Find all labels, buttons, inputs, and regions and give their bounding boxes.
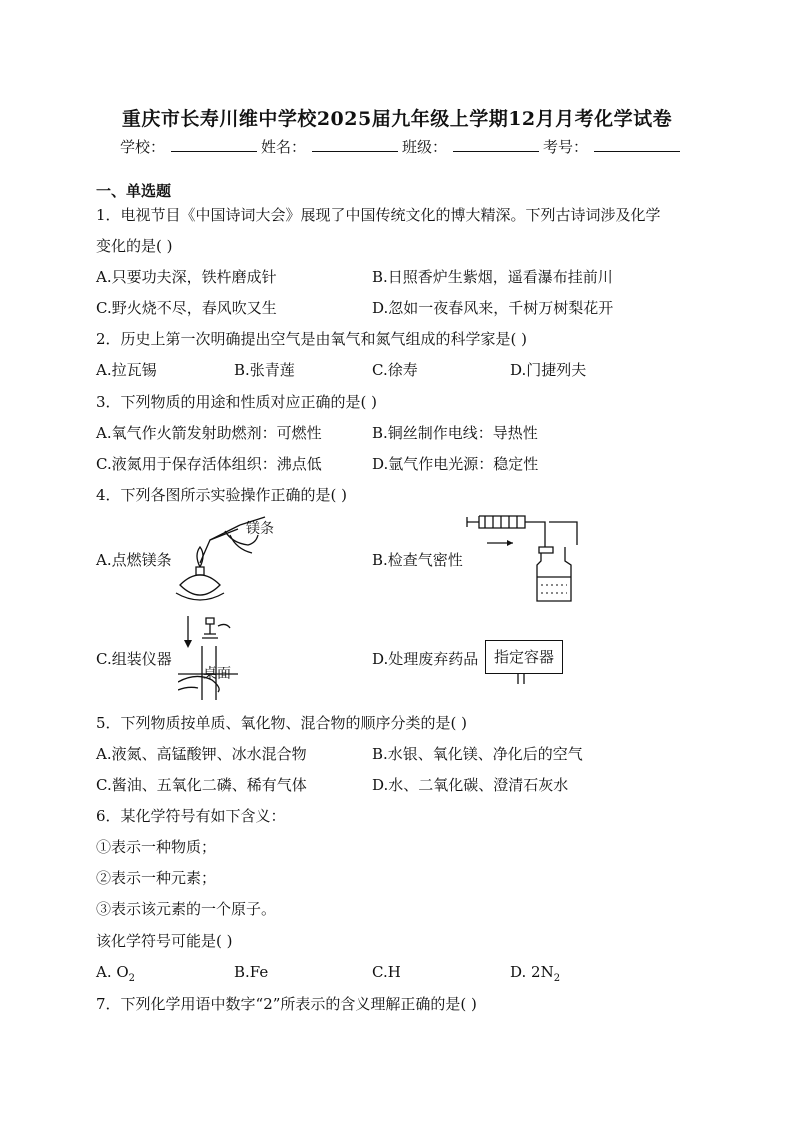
name-blank[interactable] — [312, 137, 398, 152]
q6-option-d[interactable] — [510, 962, 560, 989]
q6-option-d-subscript: 2 — [553, 973, 561, 984]
q6-option-b[interactable]: B.Fe — [234, 963, 269, 981]
q1-option-d[interactable]: D.忽如一夜春风来，千树万树梨花开 — [372, 299, 614, 317]
section-heading: 一、单选题 — [96, 182, 172, 200]
question-5-stem: 5．下列物质按单质、氧化物、混合物的顺序分类的是( ) — [96, 714, 468, 732]
q6-option-a-subscript: 2 — [128, 973, 136, 984]
q6-question: 该化学符号可能是( ) — [96, 932, 233, 950]
alcohol-lamp-figure — [170, 515, 285, 607]
school-label: 学校： — [120, 138, 166, 156]
figure-c-label: 桌面 — [203, 666, 231, 682]
q2-option-b[interactable]: B.张青莲 — [234, 361, 295, 379]
q2-option-d[interactable]: D.门捷列夫 — [510, 361, 587, 379]
q2-option-a[interactable]: A.拉瓦锡 — [96, 361, 157, 379]
figure-a-label: 镁条 — [246, 521, 274, 537]
q4-option-d[interactable]: D.处理废弃药品 — [372, 650, 479, 668]
designated-container-box: 指定容器 — [485, 640, 563, 674]
q6-option-a-text: A. O — [96, 963, 129, 981]
q6-option-d-text: D. 2N — [510, 963, 554, 981]
q4-option-a[interactable]: A.点燃镁条 — [96, 551, 172, 569]
q6-option-c[interactable]: C.H — [372, 963, 401, 981]
question-6-stem: 6．某化学符号有如下含义： — [96, 807, 286, 825]
school-blank[interactable] — [171, 137, 257, 152]
q5-option-d[interactable]: D.水、二氧化碳、澄清石灰水 — [372, 776, 569, 794]
number-label: 考号： — [543, 138, 589, 156]
q3-option-c[interactable]: C.液氮用于保存活体组织：沸点低 — [96, 455, 322, 473]
question-4-stem: 4．下列各图所示实验操作正确的是( ) — [96, 486, 348, 504]
container-spout-figure — [515, 674, 527, 686]
q5-option-c[interactable]: C.酱油、五氧化二磷、稀有气体 — [96, 776, 307, 794]
assemble-apparatus-figure — [178, 612, 258, 704]
question-3-stem: 3．下列物质的用途和性质对应正确的是( ) — [96, 393, 378, 411]
airtightness-figure — [465, 513, 585, 605]
q6-meaning-2: ②表示一种元素； — [96, 869, 217, 887]
class-label: 班级： — [402, 138, 448, 156]
question-7-stem: 7．下列化学用语中数字“2”所表示的含义理解正确的是( ) — [96, 995, 477, 1013]
number-blank[interactable] — [594, 137, 680, 152]
q1-option-a[interactable]: A.只要功夫深，铁杵磨成针 — [96, 268, 277, 286]
q4-option-b[interactable]: B.检查气密性 — [372, 551, 463, 569]
q3-option-b[interactable]: B.铜丝制作电线：导热性 — [372, 424, 538, 442]
q2-option-c[interactable]: C.徐寿 — [372, 361, 418, 379]
q6-meaning-1: ①表示一种物质； — [96, 838, 217, 856]
question-2-stem: 2．历史上第一次明确提出空气是由氧气和氮气组成的科学家是( ) — [96, 330, 528, 348]
q6-option-a[interactable] — [96, 962, 135, 989]
q4-option-c[interactable]: C.组装仪器 — [96, 650, 172, 668]
q1-option-b[interactable]: B.日照香炉生紫烟，遥看瀑布挂前川 — [372, 268, 613, 286]
q5-option-a[interactable]: A.液氮、高锰酸钾、冰水混合物 — [96, 745, 307, 763]
question-1-stem: 1．电视节目《中国诗词大会》展现了中国传统文化的博大精深。下列古诗词涉及化学 — [96, 206, 661, 224]
class-blank[interactable] — [453, 137, 539, 152]
q6-meaning-3: ③表示该元素的一个原子。 — [96, 900, 277, 918]
name-label: 姓名： — [261, 138, 307, 156]
q3-option-d[interactable]: D.氩气作电光源：稳定性 — [372, 455, 539, 473]
q5-option-b[interactable]: B.水银、氧化镁、净化后的空气 — [372, 745, 583, 763]
q1-option-c[interactable]: C.野火烧不尽，春风吹又生 — [96, 299, 277, 317]
page-title: 重庆市长寿川维中学校2025届九年级上学期12月月考化学试卷 — [121, 108, 673, 130]
question-1-stem-cont: 变化的是( ) — [96, 237, 173, 255]
q3-option-a[interactable]: A.氧气作火箭发射助燃剂：可燃性 — [96, 424, 322, 442]
student-info-row — [120, 136, 684, 157]
